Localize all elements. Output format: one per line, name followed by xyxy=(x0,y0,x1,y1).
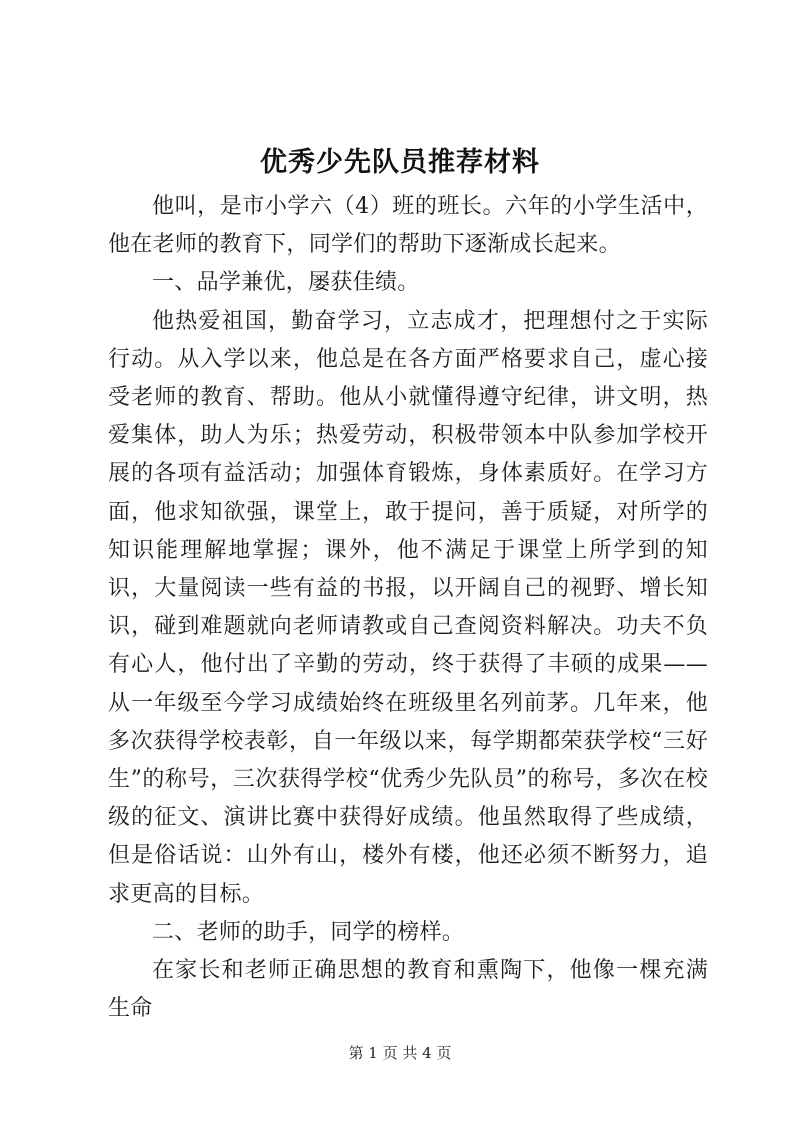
paragraph-section-1: 他热爱祖国，勤奋学习，立志成才，把理想付之于实际行动。从入学以来，他总是在各方面严格要求自己，虚心接受老师的教育、帮助。他从小就懂得遵守纪律，讲文明，热爱集体，助人为乐；热爱劳动，积极带领本中队参加学校开展的各项有益活动；加强体育锻炼，身体素质好。在学习方面，他求知欲强，课堂上，敢于提问，善于质疑，对所学的知识能理解地掌握；课外，他不满足于课堂上所学到的知识，大量阅读一些有益的书报，以开阔自己的视野、增长知识，碰到难题就向老师请教或自己查阅资料解决。功夫不负有心人，他付出了辛勤的劳动，终于获得了丰硕的成果——从一年级至今学习成绩始终在班级里名列前茅。几年来，他多次获得学校表彰，自一年级以来，每学期都荣获学校“三好生”的称号，三次获得学校“优秀少先队员”的称号，多次在校级的征文、演讲比赛中获得好成绩。他虽然取得了些成绩，但是俗话说：山外有山，楼外有楼，他还必须不断努力，追求更高的目标。 xyxy=(108,308,708,907)
document-body xyxy=(108,188,708,1028)
paragraph-section-2: 在家长和老师正确思想的教育和熏陶下，他像一棵充满生命 xyxy=(108,958,708,1022)
document-title: 优秀少先队员推荐材料 xyxy=(260,147,540,178)
section-heading-1: 一、品学兼优，屡获佳绩。 xyxy=(152,270,420,296)
page-number-footer: 第 1 页 共 4 页 xyxy=(348,1044,452,1062)
section-heading-2: 二、老师的助手，同学的榜样。 xyxy=(152,919,465,945)
paragraph-intro: 他叫，是市小学六（4）班的班长。六年的小学生活中，他在老师的教育下，同学们的帮助下逐渐成长起来。 xyxy=(108,194,708,258)
